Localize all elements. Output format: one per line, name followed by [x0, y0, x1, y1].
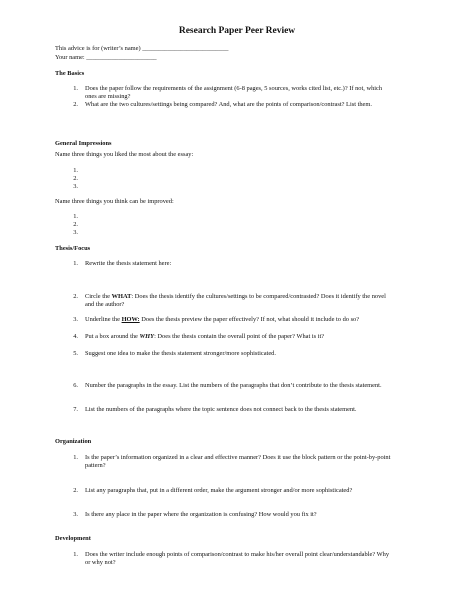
improve-prompt: Name three things you think can be improved:: [55, 198, 174, 205]
how-keyword: HOW:: [121, 316, 140, 323]
list-number: 1.: [73, 167, 78, 174]
organization-question-1-cont: pattern?: [85, 462, 106, 469]
thesis-question-3: Underline the HOW: Does the thesis preview the paper effectively? If not, what should it include to do so?: [85, 316, 360, 323]
what-keyword: WHAT: [111, 293, 132, 300]
why-keyword: WHY: [139, 333, 155, 340]
list-number: 3.: [73, 511, 78, 518]
section-heading-basics: The Basics: [55, 70, 85, 77]
organization-question-3: Is there any place in the paper where the organization is confusing? How would you fix it?: [85, 511, 317, 518]
section-heading-thesis: Thesis/Focus: [55, 245, 91, 252]
list-number: 3.: [73, 229, 78, 236]
list-number: 7.: [73, 406, 78, 413]
list-number: 2.: [73, 101, 78, 108]
advice-for-line: This advice is for (writer’s name) ___________________________: [55, 45, 229, 52]
list-number: 1.: [73, 551, 78, 558]
list-number: 6.: [73, 382, 78, 389]
basics-question-1: Does the paper follow the requirements of the assignment (6-8 pages, 5 sources, works cited list, etc.)? If not, which: [85, 85, 383, 92]
your-name-line: Your name: ______________________: [55, 54, 157, 61]
section-heading-organization: Organization: [55, 438, 92, 445]
list-number: 1.: [73, 260, 78, 267]
thesis-question-2-cont: and the author?: [85, 301, 125, 308]
list-number: 2.: [73, 175, 78, 182]
thesis-question-6: Number the paragraphs in the essay. List the numbers of the paragraphs that don’t contribute to the thesis statement.: [85, 382, 382, 389]
list-number: 2.: [73, 293, 78, 300]
thesis-question-5: Suggest one idea to make the thesis statement stronger/more sophisticated.: [85, 350, 276, 357]
section-heading-impressions: General Impressions: [55, 140, 112, 147]
list-number: 5.: [73, 350, 78, 357]
thesis-question-2: Circle the WHAT: Does the thesis identify the cultures/settings to be compared/contrasted? Does it identify the novel: [85, 293, 386, 300]
list-number: 3.: [73, 183, 78, 190]
development-question-1: Does the writer include enough points of comparison/contrast to make his/her overall point clear/understandable? Why: [85, 551, 390, 558]
list-number: 1.: [73, 213, 78, 220]
section-heading-development: Development: [55, 535, 91, 542]
page-title: Research Paper Peer Review: [178, 26, 296, 36]
organization-question-1: Is the paper’s information organized in a clear and effective manner? Does it use the block pattern or the point-by-point: [85, 454, 391, 461]
thesis-question-7: List the numbers of the paragraphs where the topic sentence does not connect back to the thesis statement.: [85, 406, 357, 413]
liked-prompt: Name three things you liked the most about the essay:: [55, 151, 194, 158]
organization-question-2: List any paragraphs that, put in a different order, make the argument stronger and/or more sophisticated?: [85, 487, 353, 494]
basics-question-1-cont: ones are missing?: [85, 93, 131, 100]
list-number: 2.: [73, 487, 78, 494]
list-number: 1.: [73, 85, 78, 92]
basics-question-2: What are the two cultures/settings being compared? And, what are the points of comparison/contrast? List them.: [85, 101, 372, 108]
list-number: 2.: [73, 221, 78, 228]
list-number: 4.: [73, 333, 78, 340]
list-number: 1.: [73, 454, 78, 461]
list-number: 3.: [73, 316, 78, 323]
development-question-1-cont: or why not?: [85, 559, 116, 566]
thesis-question-4: Put a box around the WHY: Does the thesis contain the overall point of the paper? What is it?: [85, 333, 325, 340]
thesis-question-1: Rewrite the thesis statement here:: [85, 260, 172, 267]
